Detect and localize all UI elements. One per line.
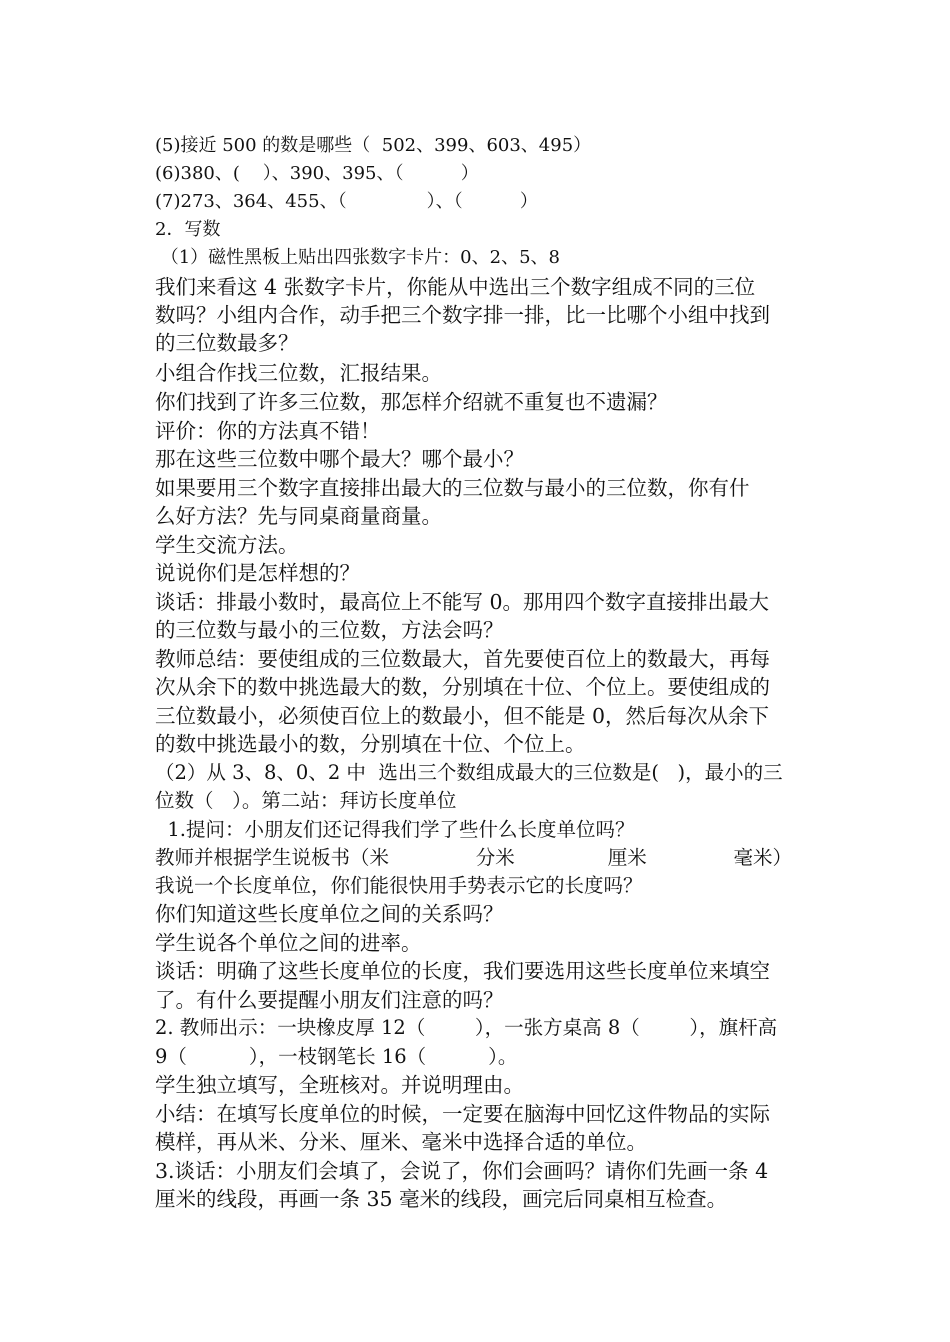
- text-line: (5)接近 500 的数是哪些（ 502、399、603、495）: [155, 135, 592, 156]
- text-line: 谈话：明确了这些长度单位的长度，我们要选用这些长度单位来填空: [155, 959, 770, 983]
- text-line: （2）从 3、8、0、2 中 选出三个数组成最大的三位数是( )，最小的三: [155, 761, 783, 784]
- text-line: 教师总结：要使组成的三位数最大，首先要使百位上的数最大，再每: [155, 647, 770, 671]
- text-line: 说说你们是怎样想的？: [155, 561, 360, 585]
- text-line: 次从余下的数中挑选最大的数，分别填在十位、个位上。要使组成的: [155, 675, 770, 699]
- text-line: （1）磁性黑板上贴出四张数字卡片：0、2、5、8: [155, 247, 560, 268]
- text-line: 如果要用三个数字直接排出最大的三位数与最小的三位数，你有什: [155, 476, 750, 500]
- text-line: 厘米的线段，再画一条 35 毫米的线段，画完后同桌相互检查。: [155, 1187, 728, 1211]
- text-line: 三位数最小，必须使百位上的数最小，但不能是 0，然后每次从余下: [155, 704, 770, 728]
- text-line: 9（ ），一枝钢笔长 16（ ）。: [155, 1045, 518, 1068]
- text-line: 模样，再从米、分米、厘米、毫米中选择合适的单位。: [155, 1130, 647, 1154]
- text-line: 小结：在填写长度单位的时候，一定要在脑海中回忆这件物品的实际: [155, 1102, 770, 1126]
- text-line: 学生交流方法。: [155, 533, 299, 557]
- text-line: 那在这些三位数中哪个最大？哪个最小？: [155, 447, 524, 471]
- text-line: 小组合作找三位数，汇报结果。: [155, 361, 442, 385]
- text-line: 你们找到了许多三位数，那怎样介绍就不重复也不遗漏？: [155, 390, 668, 414]
- text-line: 的三位数最多？: [155, 331, 299, 355]
- text-line: 你们知道这些长度单位之间的关系吗？: [155, 902, 504, 926]
- text-line: 评价：你的方法真不错！: [155, 419, 381, 443]
- text-line: 的数中挑选最小的数，分别填在十位、个位上。: [155, 732, 586, 756]
- text-line: 学生独立填写，全班核对。并说明理由。: [155, 1073, 524, 1097]
- text-line: (7)273、364、455、（ ）、（ ）: [155, 191, 538, 212]
- text-line: 1.提问：小朋友们还记得我们学了些什么长度单位吗？: [155, 818, 635, 841]
- section-heading: 2．写数: [155, 219, 221, 240]
- text-line: 位数（ ）。第二站：拜访长度单位: [155, 789, 457, 812]
- text-line: 谈话：排最小数时，最高位上不能写 0。那用四个数字直接排出最大: [155, 590, 770, 614]
- text-line: 么好方法？先与同桌商量商量。: [155, 504, 442, 528]
- text-line: 我说一个长度单位，你们能很快用手势表示它的长度吗？: [155, 874, 643, 897]
- text-line: 了。有什么要提醒小朋友们注意的吗？: [155, 988, 504, 1012]
- text-line: 的三位数与最小的三位数，方法会吗？: [155, 618, 504, 642]
- text-line: (6)380、( ）、390、395、（ ）: [155, 163, 479, 184]
- text-line: 3.谈话：小朋友们会填了，会说了，你们会画吗？请你们先画一条 4: [155, 1159, 769, 1183]
- text-line: 数吗？小组内合作，动手把三个数字排一排，比一比哪个小组中找到: [155, 303, 770, 327]
- text-line: 我们来看这 4 张数字卡片，你能从中选出三个数字组成不同的三位: [155, 275, 756, 299]
- text-line: 教师并根据学生说板书（米 分米 厘米 毫米）: [155, 846, 793, 869]
- text-line: 学生说各个单位之间的进率。: [155, 931, 422, 955]
- text-line: 2. 教师出示：一块橡皮厚 12（ ），一张方桌高 8（ ），旗杆高: [155, 1016, 778, 1039]
